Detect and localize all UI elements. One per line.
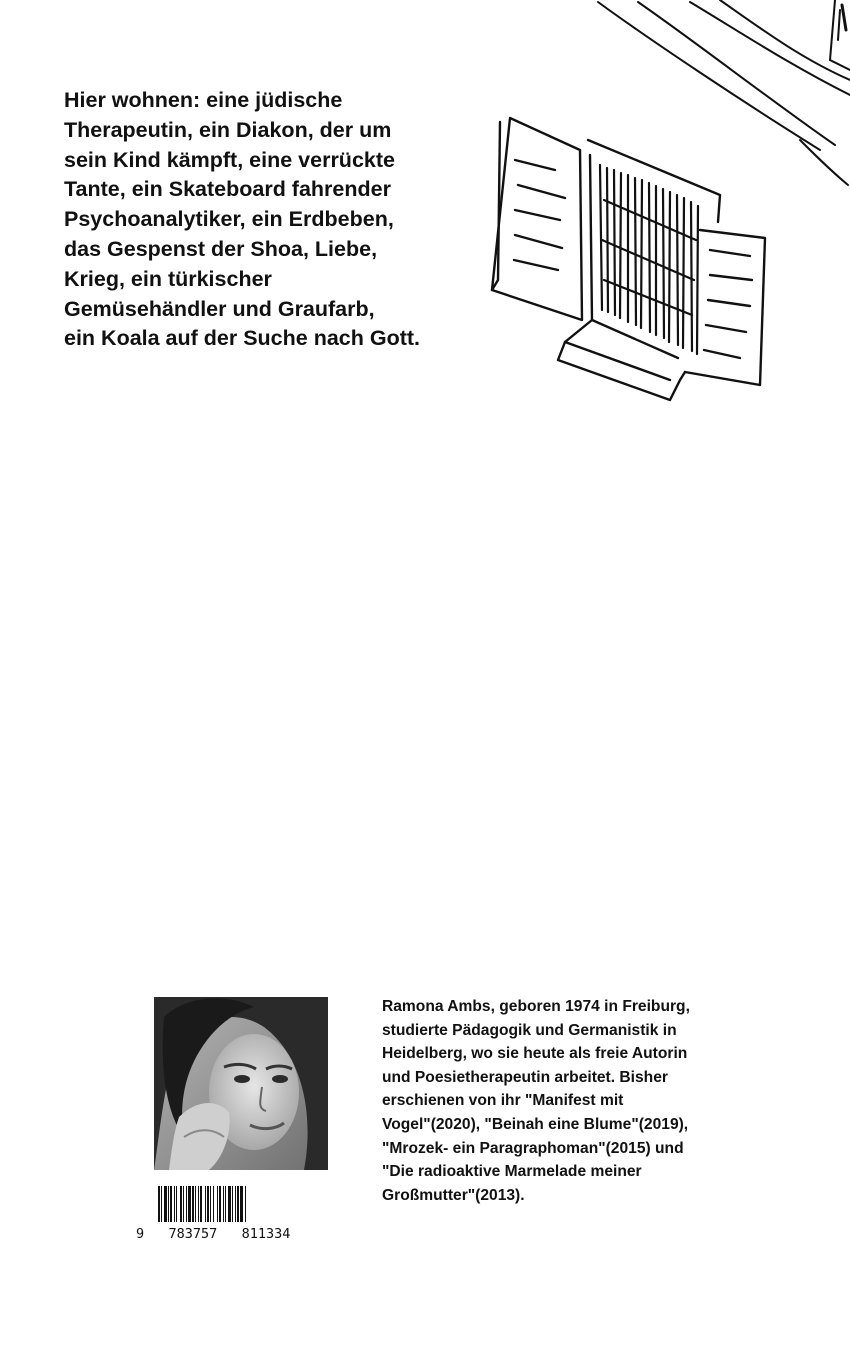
blurb-line: Krieg, ein türkischer [64, 266, 272, 291]
isbn-barcode [136, 1184, 326, 1244]
barcode-bar [192, 1186, 194, 1222]
bio-line: "Mrozek- ein Paragraphoman"(2015) und [382, 1139, 684, 1157]
bio-line: Großmutter"(2013). [382, 1186, 525, 1204]
bio-line: Heidelberg, wo sie heute als freie Autorin [382, 1045, 688, 1063]
blurb-line: das Gespenst der Shoa, Liebe, [64, 236, 378, 261]
blurb-line: Therapeutin, ein Diakon, der um [64, 117, 392, 142]
barcode-bar [210, 1186, 211, 1222]
barcode-bar [198, 1186, 199, 1222]
barcode-digits: 9 783757 811334 [136, 1226, 291, 1242]
barcode-bar [232, 1186, 233, 1222]
bio-line: Ramona Ambs, geboren 1974 in Freiburg, [382, 998, 690, 1015]
blurb-line: Psychoanalytiker, ein Erdbeben, [64, 207, 394, 232]
barcode-bar [219, 1186, 221, 1222]
barcode-bar [195, 1186, 196, 1222]
barcode-bar [205, 1186, 206, 1222]
barcode-bar [228, 1186, 231, 1222]
barcode-bar [245, 1186, 246, 1222]
barcode-bar [186, 1186, 187, 1222]
barcode-bar [217, 1186, 218, 1222]
author-photo-image [154, 997, 328, 1170]
barcode-bar [225, 1186, 226, 1222]
barcode-bar [207, 1186, 209, 1222]
barcode-bars [136, 1184, 326, 1232]
bio-line: erschienen von ihr "Manifest mit [382, 1092, 624, 1110]
author-portrait-photo [154, 997, 328, 1170]
blurb-line: Tante, ein Skateboard fahrender [64, 177, 391, 202]
barcode-bar [235, 1186, 236, 1222]
blurb-line: Hier wohnen: eine jüdische [64, 88, 343, 112]
barcode-bar [161, 1186, 162, 1222]
bio-line: und Poesietherapeutin arbeitet. Bisher [382, 1068, 668, 1086]
barcode-bar [213, 1186, 214, 1222]
barcode-bar [183, 1186, 184, 1222]
barcode-bar [188, 1186, 191, 1222]
author-bio [382, 995, 822, 1207]
barcode-bar [176, 1186, 177, 1222]
barcode-bar [180, 1186, 182, 1222]
barcode-bar [223, 1186, 224, 1222]
barcode-bar [174, 1186, 175, 1222]
barcode-bar [200, 1186, 202, 1222]
barcode-bar [170, 1186, 172, 1222]
barcode-bar [164, 1186, 167, 1222]
window-sketch-illustration [470, 110, 780, 410]
barcode-bar [237, 1186, 239, 1222]
barcode-bar [168, 1186, 169, 1222]
back-cover-blurb [64, 86, 464, 354]
bio-line: Vogel"(2020), "Beinah eine Blume"(2019), [382, 1115, 689, 1133]
blurb-line: ein Koala auf der Suche nach Gott. [64, 326, 421, 351]
bio-line: "Die radioaktive Marmelade meiner [382, 1163, 642, 1181]
bio-line: studierte Pädagogik und Germanistik in [382, 1021, 677, 1039]
barcode-bar [158, 1186, 160, 1222]
blurb-line: sein Kind kämpft, eine verrückte [64, 147, 395, 172]
barcode-bar [240, 1186, 243, 1222]
blurb-line: Gemüsehändler und Graufarb, [64, 296, 375, 321]
